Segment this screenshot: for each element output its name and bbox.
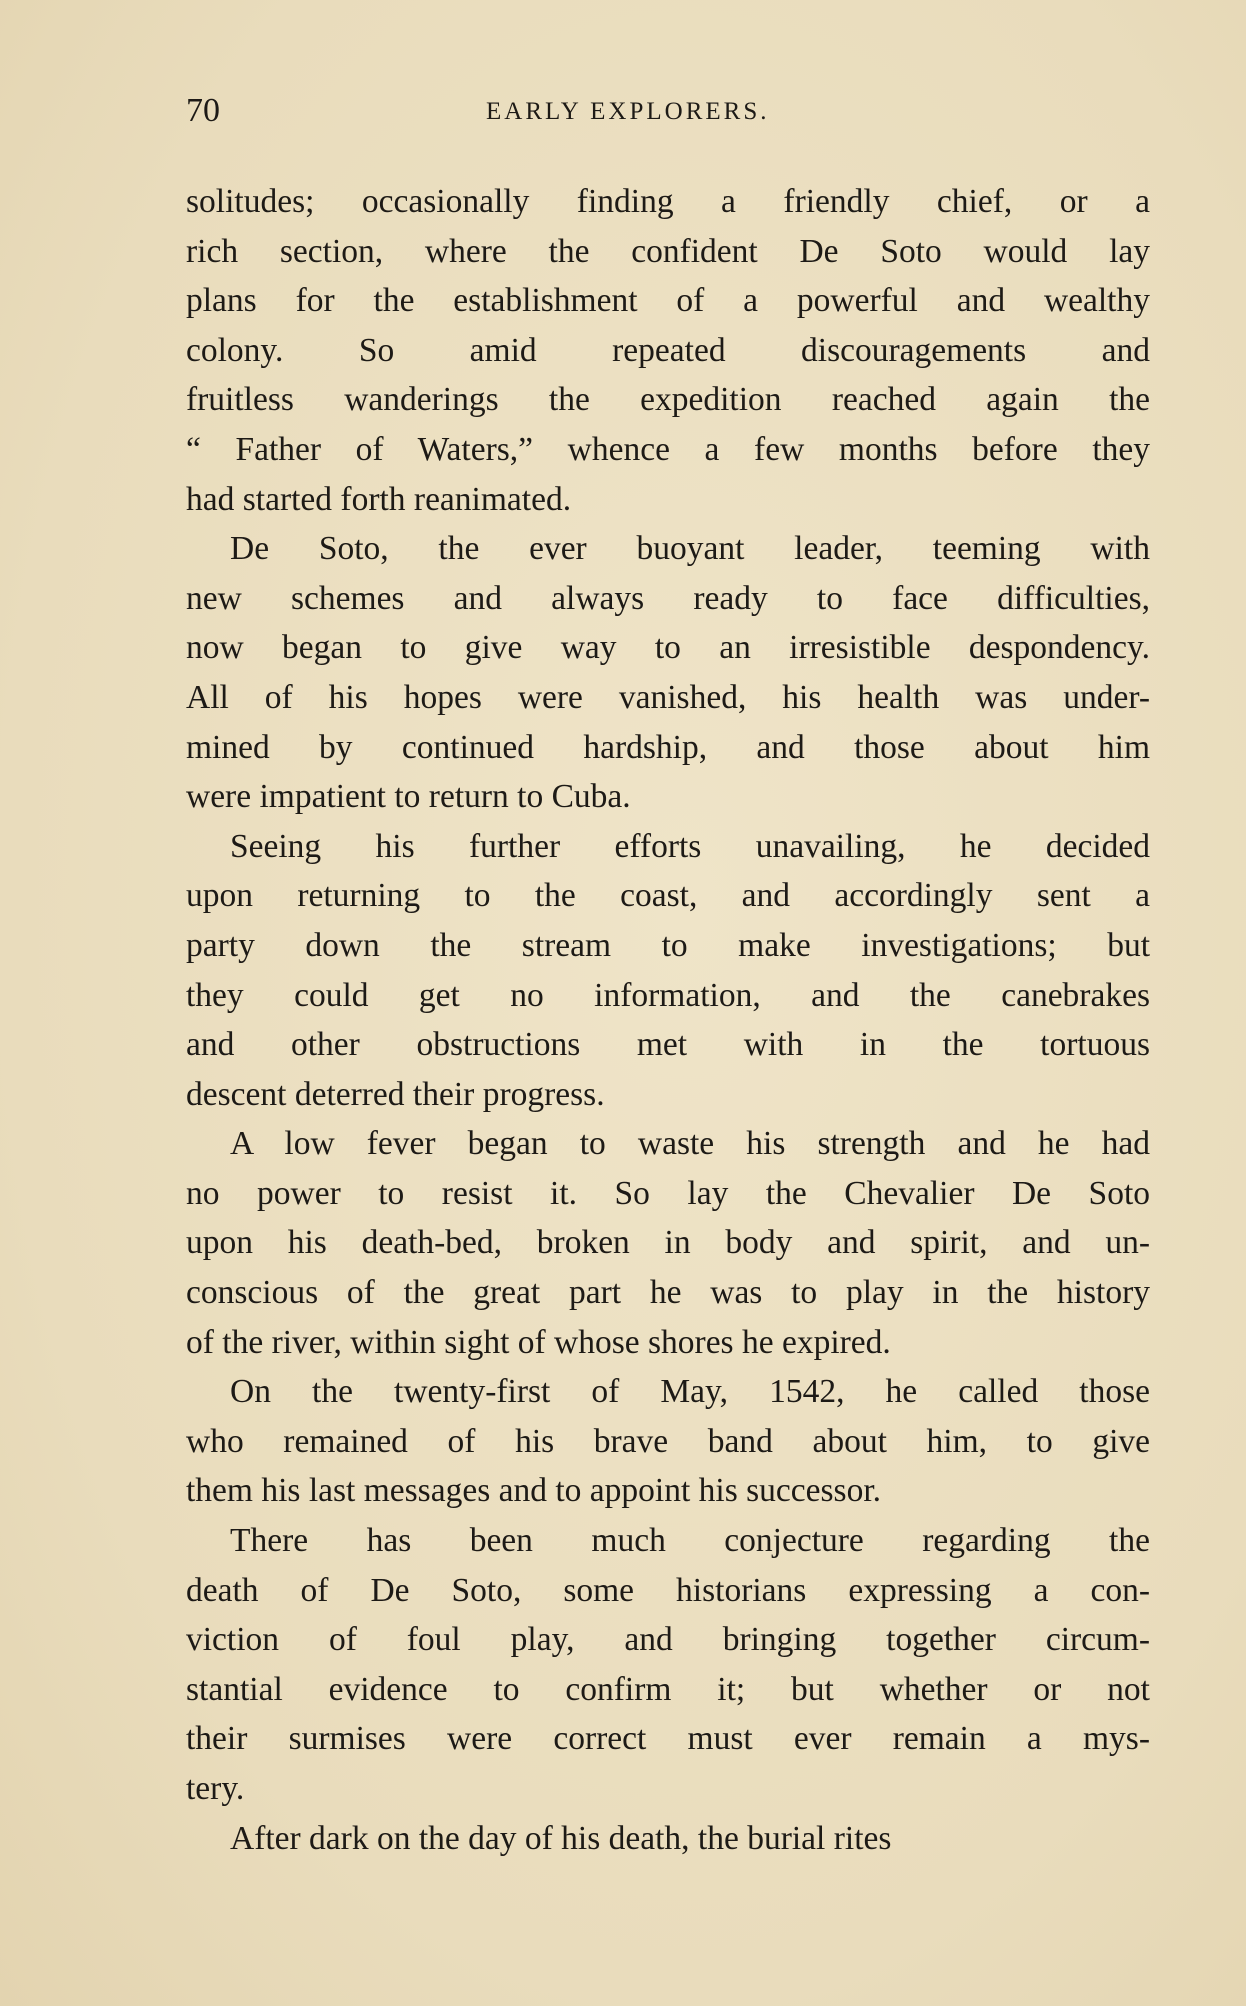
paragraph-first-line: There has been much conjecture regarding the — [230, 1522, 1150, 1560]
text-line: were impatient to return to Cuba. — [186, 778, 631, 816]
body-text — [186, 177, 1150, 1863]
running-head: EARLY EXPLORERS. — [486, 98, 770, 125]
text-line: who remained of his brave band about him, to give — [186, 1422, 1150, 1460]
paragraph-first-line: A low fever began to waste his strength and he had — [230, 1125, 1150, 1163]
text-line: “ Father of Waters,” whence a few months before they — [186, 430, 1150, 468]
text-line: upon his death-bed, broken in body and spirit, and un- — [186, 1224, 1150, 1262]
text-line: new schemes and always ready to face difficulties, — [186, 579, 1150, 617]
text-line: no power to resist it. So lay the Chevalier De Soto — [186, 1174, 1150, 1212]
paragraph-first-line: De Soto, the ever buoyant leader, teeming with — [230, 530, 1150, 568]
text-line: colony. So amid repeated discouragements and — [186, 331, 1150, 369]
paragraph-first-line: On the twenty-first of May, 1542, he called those — [230, 1373, 1150, 1411]
text-line: party down the stream to make investigations; but — [186, 926, 1150, 964]
text-line: fruitless wanderings the expedition reached again the — [186, 381, 1150, 419]
text-line: mined by continued hardship, and those about him — [186, 728, 1150, 766]
text-line: them his last messages and to appoint his successor. — [186, 1472, 882, 1510]
text-line: and other obstructions met with in the tortuous — [186, 1026, 1150, 1064]
page-header — [186, 92, 1146, 142]
text-line: of the river, within sight of whose shores he expired. — [186, 1323, 891, 1361]
text-line: they could get no information, and the canebrakes — [186, 976, 1150, 1014]
text-line: tery. — [186, 1770, 245, 1807]
page-number: 70 — [186, 92, 220, 129]
text-line: All of his hopes were vanished, his health was under- — [186, 678, 1150, 716]
text-line: plans for the establishment of a powerful and wealthy — [186, 282, 1150, 320]
text-line: rich section, where the confident De Soto would lay — [186, 232, 1150, 270]
text-line: conscious of the great part he was to play in the history — [186, 1274, 1150, 1312]
text-line: had started forth reanimated. — [186, 480, 572, 518]
text-line: stantial evidence to confirm it; but whether or not — [186, 1670, 1150, 1708]
paragraph-first-line: After dark on the day of his death, the burial rites — [230, 1819, 892, 1857]
paragraph-first-line: Seeing his further efforts unavailing, he decided — [230, 827, 1150, 865]
text-line: solitudes; occasionally finding a friendly chief, or a — [186, 183, 1150, 220]
text-line: descent deterred their progress. — [186, 1075, 605, 1113]
text-line: upon returning to the coast, and accordingly sent a — [186, 877, 1150, 915]
text-line: their surmises were correct must ever remain a mys- — [186, 1720, 1150, 1758]
text-line: viction of foul play, and bringing together circum- — [186, 1621, 1150, 1659]
text-line: death of De Soto, some historians expressing a con- — [186, 1571, 1150, 1609]
text-line: now began to give way to an irresistible despondency. — [186, 629, 1150, 667]
